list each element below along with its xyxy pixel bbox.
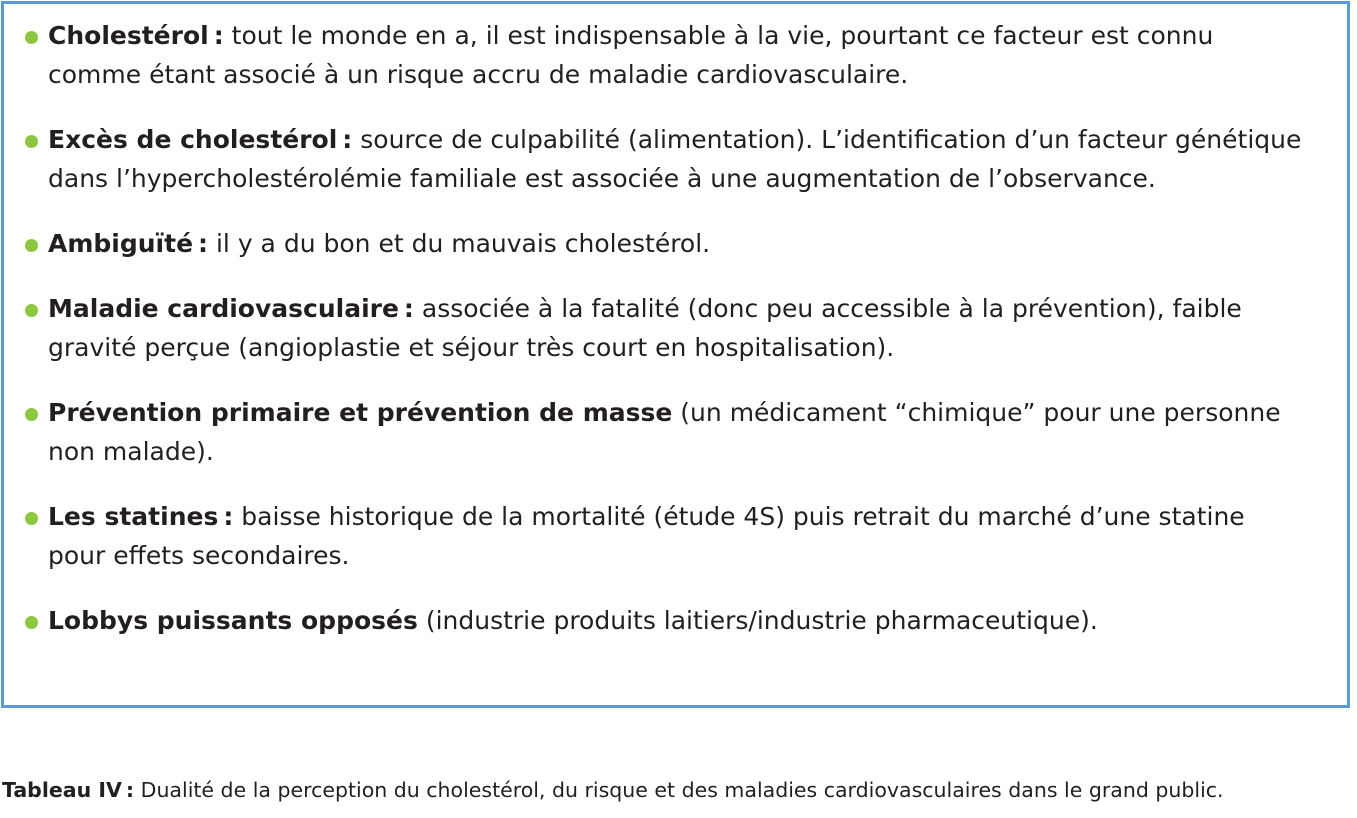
item-term: Maladie cardiovasculaire : (48, 294, 414, 323)
caption-label: Tableau IV : (2, 777, 135, 802)
item-text: il y a du bon et du mauvais cholestérol. (208, 229, 711, 258)
item-text: (industrie produits laitiers/industrie pharmaceutique). (417, 606, 1098, 635)
bullet-icon (25, 31, 38, 44)
bullet-icon (25, 304, 38, 317)
item-text: associée à la fatalité (donc peu accessible à la prévention), faible gravité perçue (angioplastie et séjour très court en hospitalisation). (48, 294, 1242, 362)
item-text: baisse historique de la mortalité (étude 4S) puis retrait du marché d’une statine pour effets secondaires. (48, 502, 1245, 570)
bullet-icon (25, 135, 38, 148)
list-item-ambiguite (4, 224, 1347, 263)
table-caption (2, 773, 1355, 807)
item-text: (un médicament “chimique” pour une personne non malade). (48, 398, 1281, 466)
bullet-icon (25, 512, 38, 525)
item-term: Les statines : (48, 502, 234, 531)
list-item-statines (4, 497, 1347, 575)
bullet-icon (25, 239, 38, 252)
bullet-icon (25, 408, 38, 421)
item-text: source de culpabilité (alimentation). L’identification d’un facteur génétique dans l’hypercholestérolémie familiale est associée à une augmentation de l’observance. (48, 125, 1302, 193)
item-term: Excès de cholestérol : (48, 125, 353, 154)
list-item-exces (4, 120, 1347, 198)
list-item-maladie (4, 289, 1347, 367)
info-box (1, 1, 1350, 708)
bullet-icon (25, 616, 38, 629)
item-text: tout le monde en a, il est indispensable à la vie, pourtant ce facteur est connu comme étant associé à un risque accru de maladie cardiovasculaire. (48, 21, 1214, 89)
list-item-prevention (4, 393, 1347, 471)
item-term: Lobbys puissants opposés (48, 606, 418, 635)
list-item-cholesterol (4, 16, 1347, 94)
item-term: Ambiguïté : (48, 229, 209, 258)
item-term: Prévention primaire et prévention de masse (48, 398, 673, 427)
caption-text: Dualité de la perception du cholestérol, du risque et des maladies cardiovasculaires dans le grand public. (134, 777, 1224, 802)
item-list (4, 4, 1347, 640)
list-item-lobbys (4, 601, 1347, 640)
item-term: Cholestérol : (48, 21, 224, 50)
